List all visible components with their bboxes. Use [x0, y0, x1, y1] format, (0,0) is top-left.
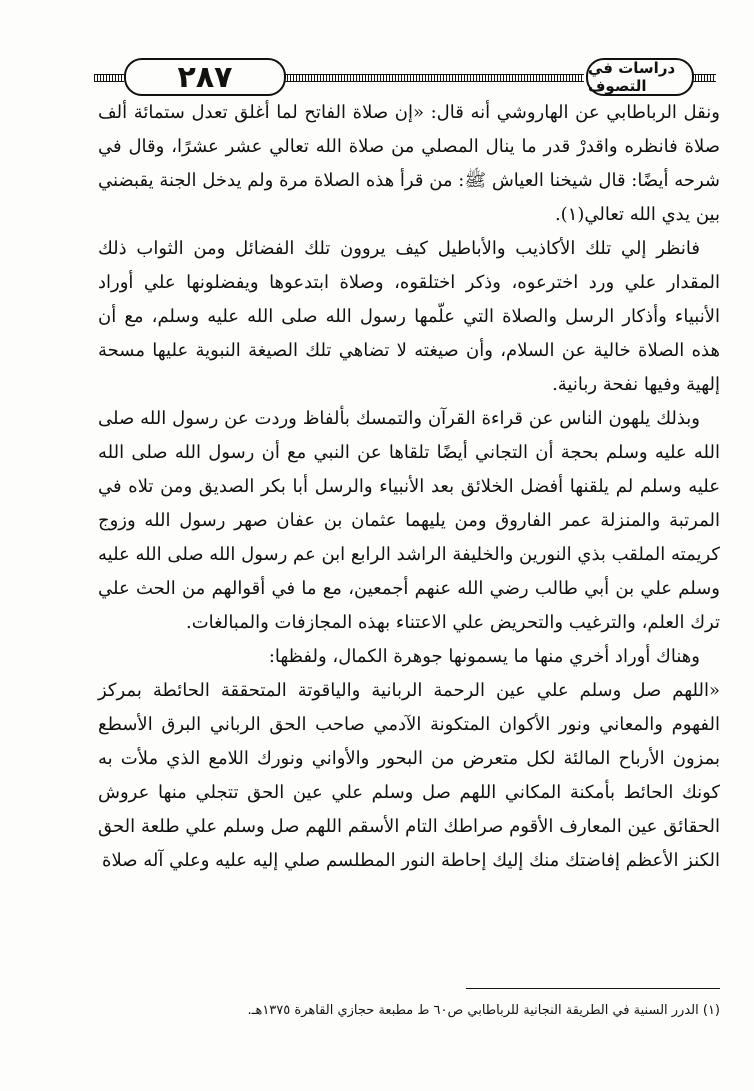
page-number: ٢٨٧ [124, 58, 286, 96]
page-header [94, 56, 718, 96]
header-rule-left [94, 74, 124, 82]
header-rule-right [692, 74, 716, 82]
footnote-separator [466, 988, 720, 989]
paragraph-1: ونقل الرباطابي عن الهاروشي أنه قال: «إن صلاة الفاتح لما أغلق تعدل ستمائة ألف صلاة فانظره واقدرْ قدر ما ينال المصلي من صلاة الله تعالي عشر عشرًا، وقال في شرحه أيضًا: قال شيخنا العياش ﷺ: من قرأ هذه الصلاة مرة ولم يدخل الجنة يقبضني بين يدي الله تعالي(١). [98, 102, 720, 225]
paragraph-3: وبذلك يلهون الناس عن قراءة القرآن والتمسك بألفاظ وردت عن رسول الله صلى الله عليه وسلم بحجة أن التجاني أيضًا تلقاها عن النبي مع أن رسول الله صلى الله عليه وسلم لم يلقنها أفضل الخلائق بعد الأنبياء والرسل أبا بكر الصديق ومن تلاه في المرتبة والمنزلة عمر الفاروق ومن يليهما عثمان بن عفان صهر رسول الله وزوج كريمته الملقب بذي النورين والخليفة الراشد الرابع ابن عم رسول الله صلى الله عليه وسلم علي بن أبي طالب رضي الله عنهم أجمعين، مع ما في أقوالهم من الحث علي ترك العلم، والترغيب والتحريض علي الاعتناء بهذه المجازفات والمبالغات. [98, 408, 720, 633]
paragraph-2: فانظر إلي تلك الأكاذيب والأباطيل كيف يروون تلك الفضائل ومن الثواب ذلك المقدار علي ورد اخترعوه، وذكر اختلقوه، وصلاة ابتدعوها ويفضلونها علي أوراد الأنبياء وأذكار الرسل والصلاة التي علّمها رسول الله صلى الله عليه وسلم، مع أن هذه الصلاة خالية عن السلام، وأن صيغته لا تضاهي تلك الصيغة النبوية عليها مسحة إلهية وفيها نفحة ربانية. [98, 238, 720, 395]
paragraph-4: وهناك أوراد أخري منها ما يسمونها جوهرة الكمال، ولفظها: [268, 646, 700, 667]
body-text [98, 96, 720, 878]
header-rule-middle [284, 74, 584, 82]
book-title: دراسات في التصوف [586, 58, 694, 96]
paragraph-5: «اللهم صل وسلم علي عين الرحمة الربانية والياقوتة المتحققة الحائطة بمركز الفهوم والمعاني ونور الأكوان المتكونة الآدمي صاحب الحق الرباني البرق الأسطع بمزون الأرباح المالئة لكل متعرض من البحور والأواني ونورك اللامع الذي ملأت به كونك الحائط بأمكنة المكاني اللهم صل وسلم علي عين الحق تتجلي منها عروش الحقائق عين المعارف الأقوم صراطك التام الأسقم اللهم صل وسلم علي طلعة الحق الكنز الأعظم إفاضتك منك إليك إحاطة النور المطلسم صلي إليه عليه وعلي آله صلاة [98, 680, 720, 871]
footnote: (١) الدرر السنية في الطريقة النجانية للرباطابي ص٦٠ ط مطبعة حجازي القاهرة ١٣٧٥هـ. [247, 1003, 720, 1018]
